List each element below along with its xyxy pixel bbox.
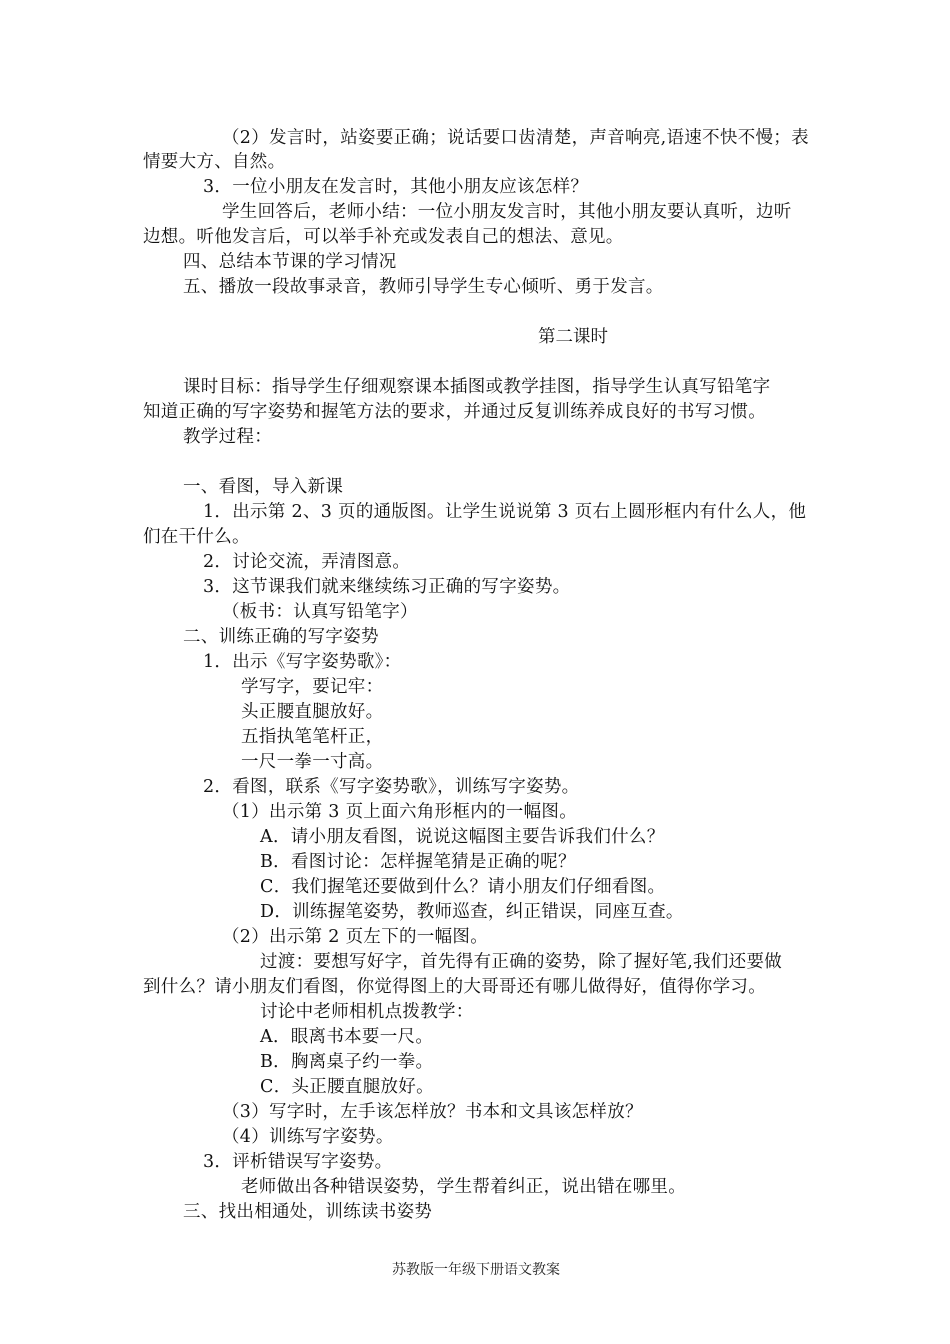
- section-heading: 三、找出相通处，训练读书姿势: [183, 1202, 433, 1222]
- text-line: 讨论中老师相机点拨教学：: [260, 1002, 474, 1022]
- text-line: 老师做出各种错误姿势，学生帮着纠正，说出错在哪里。: [241, 1177, 686, 1197]
- text-line: （3）写字时，左手该怎样放？书本和文具该怎样放？: [222, 1102, 643, 1122]
- text-line: 2．讨论交流，弄清图意。: [203, 552, 411, 572]
- lesson-title: 第二课时: [538, 327, 608, 347]
- text-line: B．胸离桌子约一拳。: [260, 1052, 434, 1072]
- section-heading: 四、总结本节课的学习情况: [183, 252, 397, 272]
- text-line: 们在干什么。: [143, 527, 250, 547]
- text-line: 课时目标：指导学生仔细观察课本插图或教学挂图，指导学生认真写铅笔字: [183, 377, 771, 397]
- text-line: D．训练握笔姿势，教师巡查，纠正错误，同座互查。: [260, 902, 684, 922]
- text-line: 教学过程：: [183, 427, 272, 447]
- section-heading: 五、播放一段故事录音，教师引导学生专心倾听、勇于发言。: [183, 277, 664, 297]
- text-line: A．眼离书本要一尺。: [260, 1027, 434, 1047]
- section-heading: 一、看图，导入新课: [183, 477, 344, 497]
- text-line: （2）出示第 2 页左下的一幅图。: [222, 927, 488, 947]
- text-line: （1）出示第 3 页上面六角形框内的一幅图。: [222, 802, 577, 822]
- text-line: 学生回答后，老师小结：一位小朋友发言时，其他小朋友要认真听，边听: [222, 202, 792, 222]
- poem-line: 一尺一拳一寸高。: [241, 752, 384, 772]
- text-line: 1．出示《写字姿势歌》：: [203, 652, 402, 672]
- text-line: C．头正腰直腿放好。: [260, 1077, 434, 1097]
- text-line: 知道正确的写字姿势和握笔方法的要求，并通过反复训练养成良好的书写习惯。: [143, 402, 766, 422]
- text-line: 3．一位小朋友在发言时，其他小朋友应该怎样？: [203, 177, 589, 197]
- poem-line: 学写字，要记牢：: [241, 677, 384, 697]
- text-line: （4）训练写字姿势。: [222, 1127, 394, 1147]
- section-heading: 二、训练正确的写字姿势: [183, 627, 379, 647]
- text-line: C．我们握笔还要做到什么？请小朋友们仔细看图。: [260, 877, 666, 897]
- text-line: 1．出示第 2、3 页的通版图。让学生说说第 3 页右上圆形框内有什么人，他: [203, 502, 807, 522]
- poem-line: 五指执笔笔杆正，: [241, 727, 384, 747]
- poem-line: 头正腰直腿放好。: [241, 702, 384, 722]
- text-line: A．请小朋友看图，说说这幅图主要告诉我们什么？: [260, 827, 665, 847]
- text-line: 3．这节课我们就来继续练习正确的写字姿势。: [203, 577, 571, 597]
- text-line: 情要大方、自然。: [143, 152, 286, 172]
- text-line: 过渡：要想写好字，首先得有正确的姿势，除了握好笔,我们还要做: [260, 952, 783, 972]
- text-line: 到什么？请小朋友们看图，你觉得图上的大哥哥还有哪儿做得好，值得你学习。: [143, 977, 766, 997]
- text-line: 边想。听他发言后，可以举手补充或发表自己的想法、意见。: [143, 227, 624, 247]
- text-line: （2）发言时，站姿要正确；说话要口齿清楚，声音响亮,语速不快不慢；表: [222, 128, 809, 148]
- text-line: 3．评析错误写字姿势。: [203, 1152, 393, 1172]
- text-line: （板书：认真写铅笔字）: [222, 602, 418, 622]
- text-line: B．看图讨论：怎样握笔猜是正确的呢？: [260, 852, 576, 872]
- text-line: 2．看图，联系《写字姿势歌》，训练写字姿势。: [203, 777, 580, 797]
- page-footer: 苏教版一年级下册语文教案: [392, 1262, 560, 1278]
